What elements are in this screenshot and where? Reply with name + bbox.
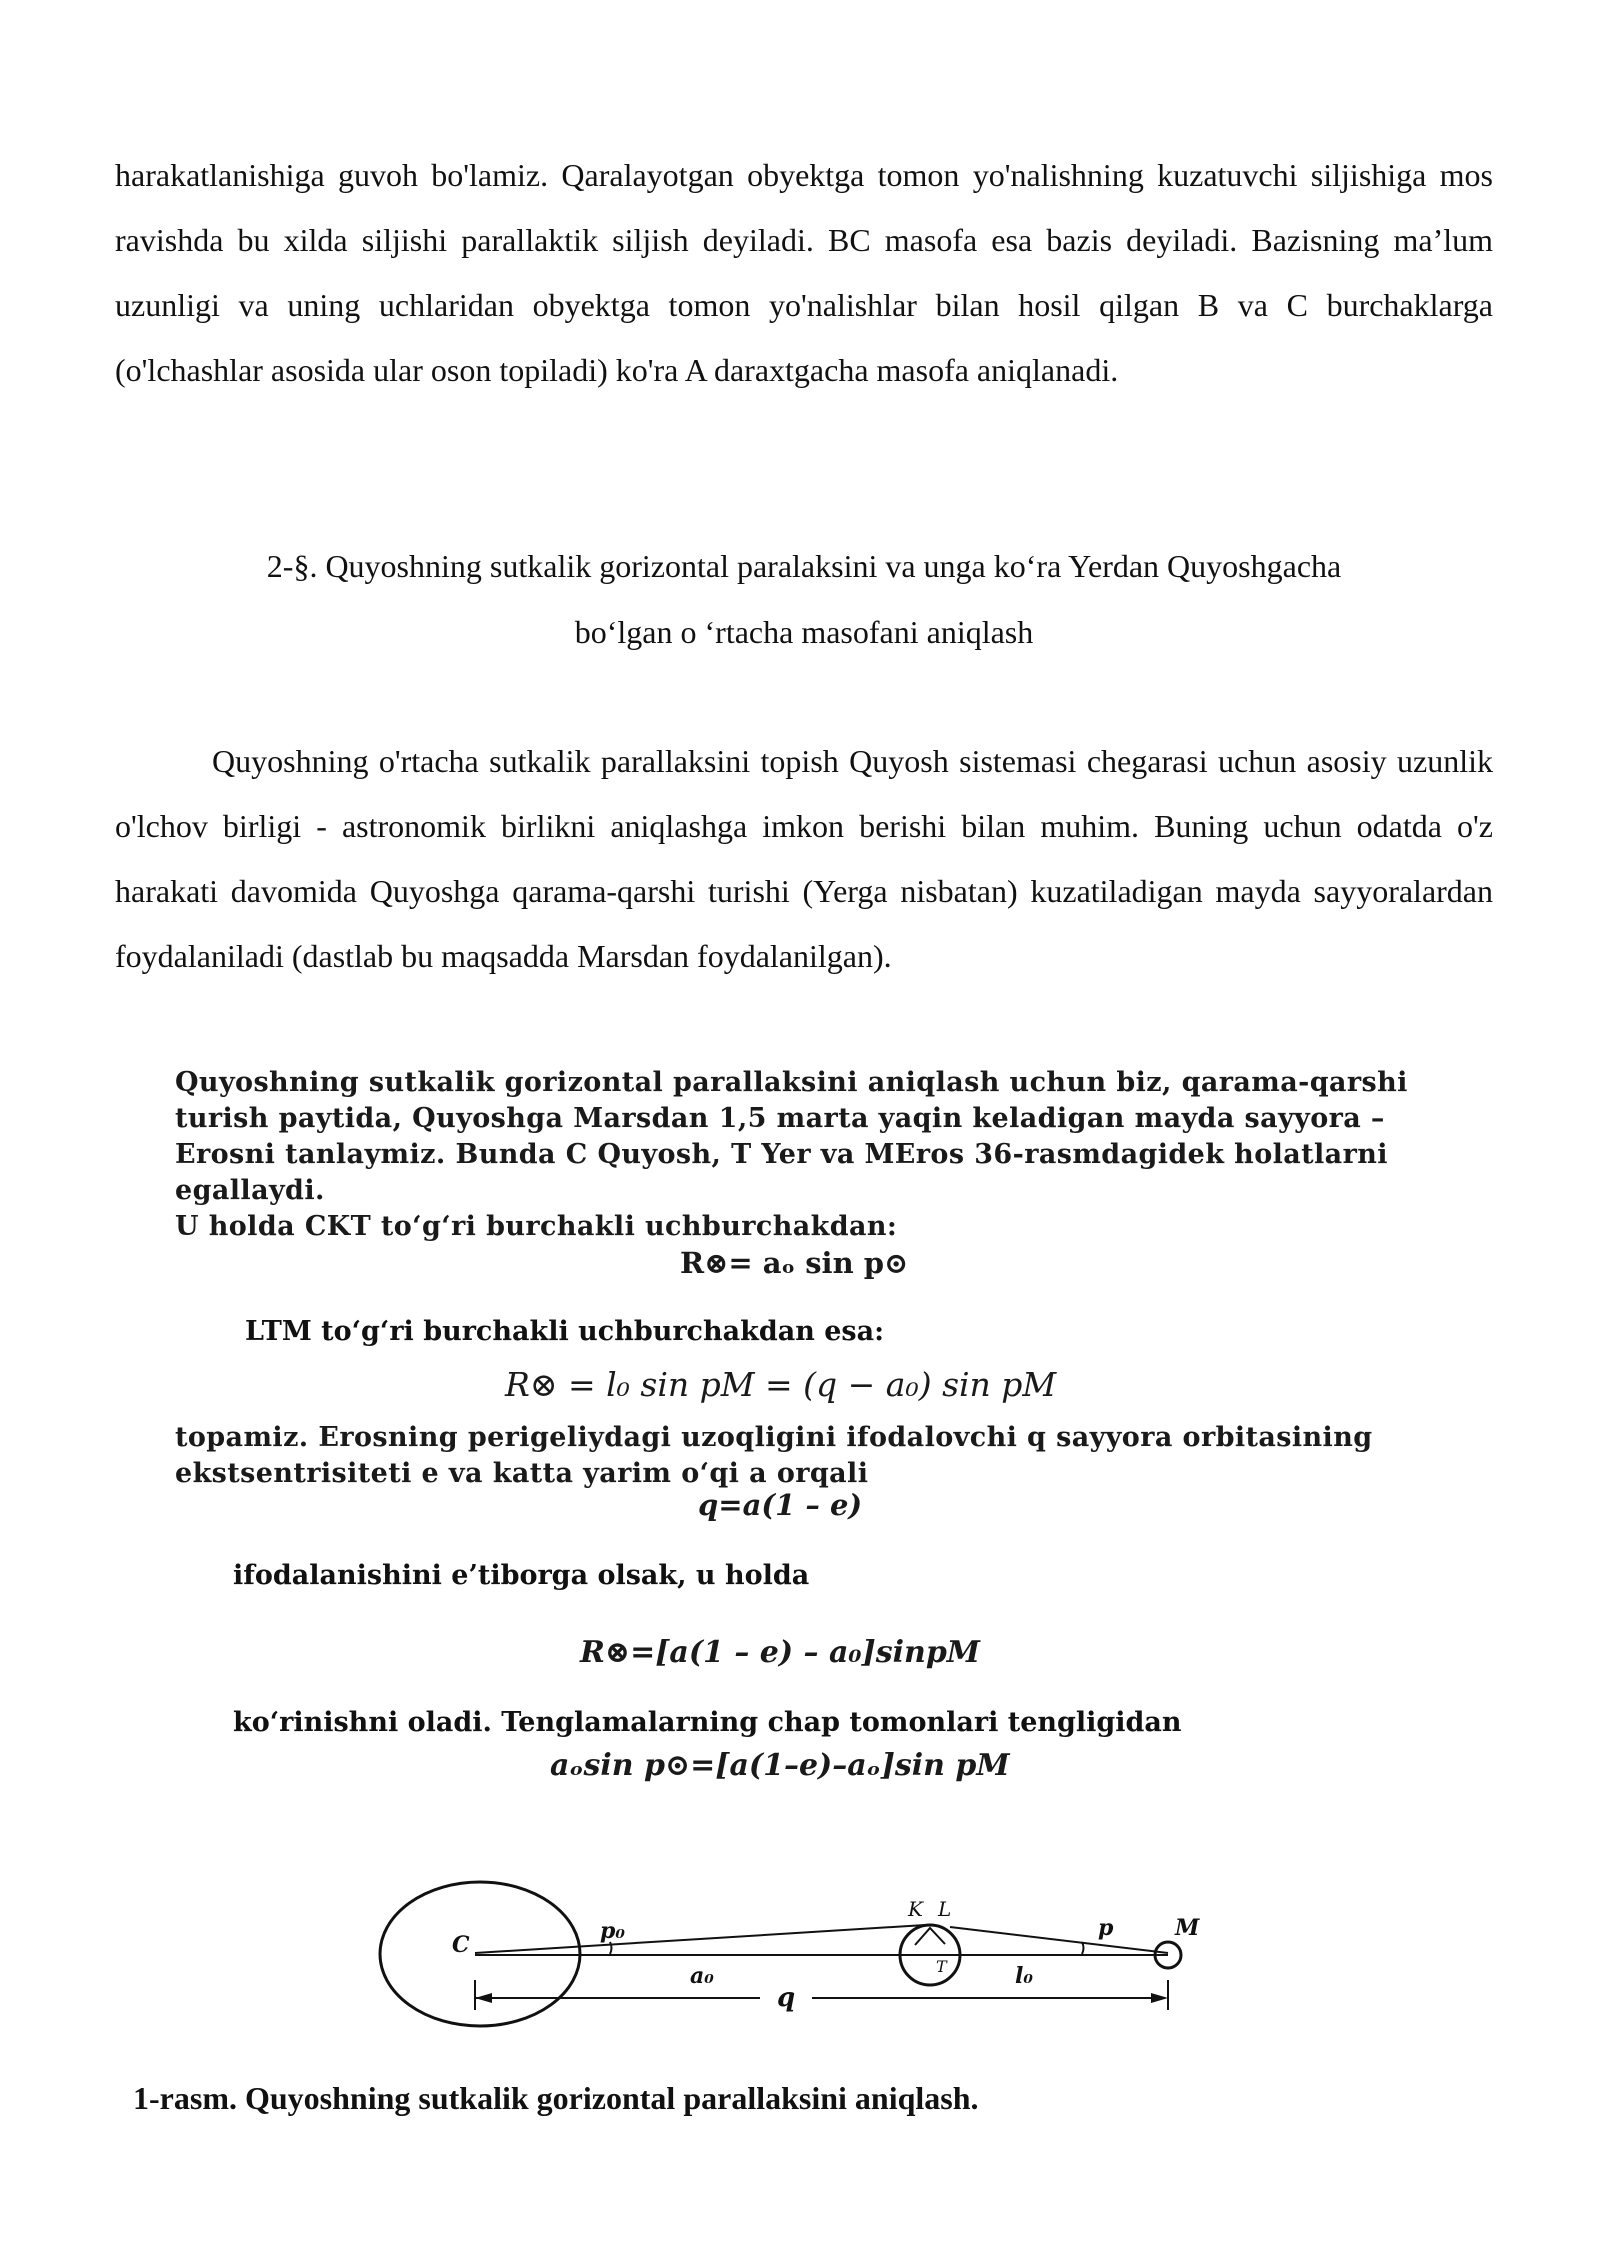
- line-l-m: [950, 1927, 1168, 1953]
- scanned-text-ifodalanishi: ifodalanishini e’tiborga olsak, u holda: [233, 1560, 810, 1591]
- scanned-text-eros: [175, 1065, 1410, 1245]
- formula-q: q=a(1 – e): [698, 1488, 863, 1522]
- label-m: M: [1175, 1915, 1200, 1941]
- parallax-diagram: [360, 1880, 1220, 2040]
- label-p0: p₀: [600, 1918, 626, 1944]
- label-l: L: [938, 1897, 952, 1921]
- label-t: T: [936, 1957, 947, 1976]
- formula-r-expanded: R⊗=[a(1 – e) – a₀]sinpM: [580, 1635, 981, 1670]
- label-q: q: [777, 1983, 796, 2013]
- earth-angle-mark: [915, 1928, 945, 1945]
- line-c-k: [475, 1925, 925, 1953]
- angle-mark-p: [1082, 1942, 1084, 1954]
- paragraph-solar-parallax: Quyoshning o'rtacha sutkalik parallaksini topish Quyosh sistemasi chegarasi uchun asosiy uzunlik o'lchov birligi - astronomik birlikni aniqlashga imkon berishi bilan muhim. Buning uchun odatda o'z harakati davomida Quyoshga qarama-qarshi turishi (Yerga nisbatan) kuzatiladigan mayda sayyoralardan foydalaniladi (dastlab bu maqsadda Marsdan foydalanilgan).: [115, 743, 1493, 974]
- scanned-text-eros-body: Quyoshning sutkalik gorizontal parallaksini aniqlash uchun biz, qarama-qarshi turish paytida, Quyoshga Marsdan 1,5 marta yaqin keladigan mayda sayyora – Erosni tanlaymiz. Bunda C Quyosh, T Yer va MEros 36-rasmdagidek holatlarni egallaydi.: [175, 1067, 1408, 1206]
- scanned-text-ltm: LTM to‘g‘ri burchakli uchburchakdan esa:: [245, 1316, 885, 1347]
- q-arrow-left: [475, 1993, 492, 2003]
- formula-r-l0: R⊗ = l₀ sin pM = (q − a₀) sin pM: [505, 1365, 1057, 1404]
- paragraph-parallax-shift: harakatlanishiga guvoh bo'lamiz. Qaralayotgan obyektga tomon yo'nalishning kuzatuvchi siljishiga mos ravishda bu xilda siljishi parallaktik siljish deyiladi. BC masofa esa bazis deyiladi. Bazisning ma’lum uzunligi va uning uchlaridan obyektga tomon yo'nalishlar bilan hosil qilgan B va C burchaklarga (o'lchashlar asosida ular oson topiladi) ko'ra A daraxtgacha masofa aniqlanadi.: [115, 157, 1493, 388]
- figure-caption: 1-rasm. Quyoshning sutkalik gorizontal parallaksini aniqlash.: [133, 2080, 979, 2116]
- scanned-text-ckt: U holda CKT to‘g‘ri burchakli uchburchakdan:: [175, 1211, 898, 1242]
- section-heading-line1: 2-§. Quyoshning sutkalik gorizontal paralaksini va unga ko‘ra Yerdan Quyoshgacha: [266, 548, 1342, 584]
- label-l0: l₀: [1015, 1963, 1033, 1989]
- formula-r-sun: R⊗= aₒ sin p⊙: [680, 1246, 909, 1280]
- label-a0: a₀: [690, 1963, 714, 1989]
- section-heading-line2: bo‘lgan o ‘rtacha masofani aniqlash: [574, 614, 1034, 650]
- scanned-text-korinishni: ko‘rinishni oladi. Tenglamalarning chap tomonlari tengligidan: [233, 1707, 1182, 1738]
- q-arrow-right: [1151, 1993, 1168, 2003]
- label-k: K: [908, 1897, 923, 1921]
- formula-equality: aₒsin p⊙=[a(1–e)–aₒ]sin pM: [550, 1748, 1010, 1783]
- scanned-text-perihelion: topamiz. Erosning perigeliydagi uzoqligini ifodalovchi q sayyora orbitasining ekstsentrisiteti e va katta yarim o‘qi a orqali: [175, 1422, 1373, 1489]
- label-p: p: [1098, 1915, 1114, 1941]
- label-c: C: [452, 1932, 470, 1958]
